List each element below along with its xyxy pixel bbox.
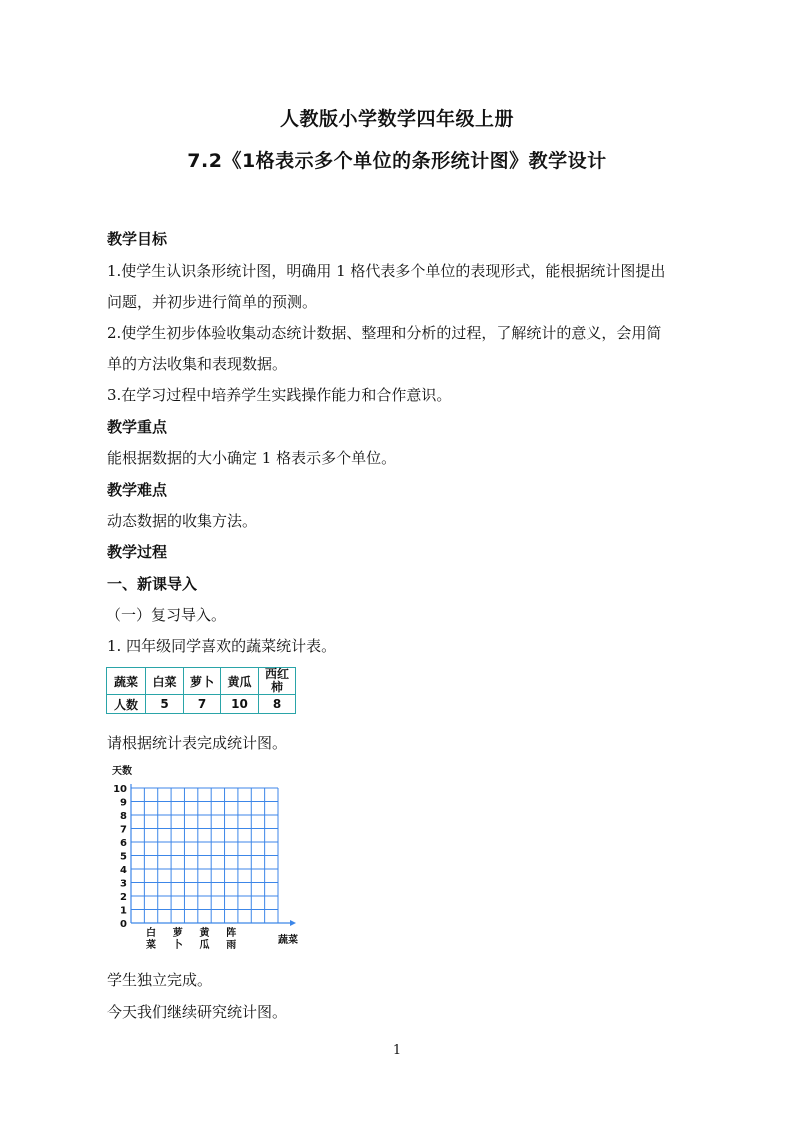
x-tick-label: 黄: [199, 928, 210, 939]
objective-2-line-1: 2.使学生初步体验收集动态统计数据、整理和分析的过程，了解统计的意义，会用简: [107, 324, 662, 342]
x-tick-label: 雨: [226, 940, 237, 951]
table-row-label: 人数: [107, 695, 146, 714]
y-tick-label: 5: [120, 851, 127, 863]
x-tick-label: 白: [146, 928, 157, 939]
table-header-cell: 萝卜: [184, 668, 221, 695]
y-tick-label: 1: [120, 905, 127, 917]
y-tick-label: 6: [120, 838, 127, 849]
x-tick-label: 阵: [226, 928, 237, 939]
chart-grid: [131, 788, 278, 923]
table-header-label: 蔬菜: [107, 668, 146, 695]
bar-chart: [100, 760, 320, 960]
y-tick-label: 9: [120, 797, 127, 809]
table-header-cell: 黄瓜: [221, 668, 259, 695]
table-value-cell: 7: [184, 695, 221, 714]
x-tick-label: 萝: [172, 928, 183, 939]
process-heading: 教学过程: [107, 543, 168, 561]
objective-3: 3.在学习过程中培养学生实践操作能力和合作意识。: [107, 386, 452, 404]
table-value-cell: 5: [146, 695, 184, 714]
y-tick-label: 4: [120, 865, 127, 876]
y-tick-label: 2: [120, 892, 127, 903]
table-value-cell: 10: [221, 695, 259, 714]
subsection-1: （一）复习导入。: [106, 606, 227, 624]
key-points-text: 能根据数据的大小确定 1 格表示多个单位。: [107, 449, 397, 467]
section-1-heading: 一、新课导入: [107, 575, 198, 593]
vegetable-table: [106, 667, 296, 714]
after-chart-text-1: 学生独立完成。: [107, 971, 213, 989]
page-number: 1: [392, 1043, 402, 1058]
item-1: 1. 四年级同学喜欢的蔬菜统计表。: [107, 637, 337, 655]
objective-1-line-2: 问题，并初步进行简单的预测。: [107, 293, 318, 311]
y-tick-label: 8: [120, 811, 127, 822]
objective-2-line-2: 单的方法收集和表现数据。: [107, 355, 288, 373]
y-tick-label: 3: [120, 878, 127, 890]
table-header-cell: 白菜: [146, 668, 184, 695]
difficulty-text: 动态数据的收集方法。: [107, 512, 258, 530]
table-value-cell: 8: [259, 695, 296, 714]
y-tick-label: 10: [113, 784, 127, 795]
document-subtitle: 7.2《1格表示多个单位的条形统计图》教学设计: [187, 150, 607, 172]
x-tick-label: 菜: [146, 940, 157, 951]
table-header-cell: [259, 668, 296, 695]
document-title: 人教版小学数学四年级上册: [279, 108, 514, 130]
table-header-cell-text: 西红柿: [265, 667, 290, 694]
x-tick-label: 瓜: [199, 940, 210, 951]
x-tick-label: 卜: [172, 940, 183, 951]
x-axis-label: 蔬菜: [278, 935, 298, 946]
after-chart-text-2: 今天我们继续研究统计图。: [107, 1003, 288, 1021]
objectives-heading: 教学目标: [107, 230, 168, 248]
x-axis-arrow: [290, 920, 296, 926]
instruction-text: 请根据统计表完成统计图。: [107, 734, 288, 752]
objective-1-line-1: 1.使学生认识条形统计图，明确用 1 格代表多个单位的表现形式，能根据统计图提出: [107, 262, 666, 280]
y-tick-label: 7: [120, 824, 127, 836]
y-tick-label: 0: [120, 919, 127, 930]
y-axis-label: 天数: [112, 766, 132, 777]
difficulty-heading: 教学难点: [107, 481, 168, 499]
key-points-heading: 教学重点: [107, 418, 168, 436]
